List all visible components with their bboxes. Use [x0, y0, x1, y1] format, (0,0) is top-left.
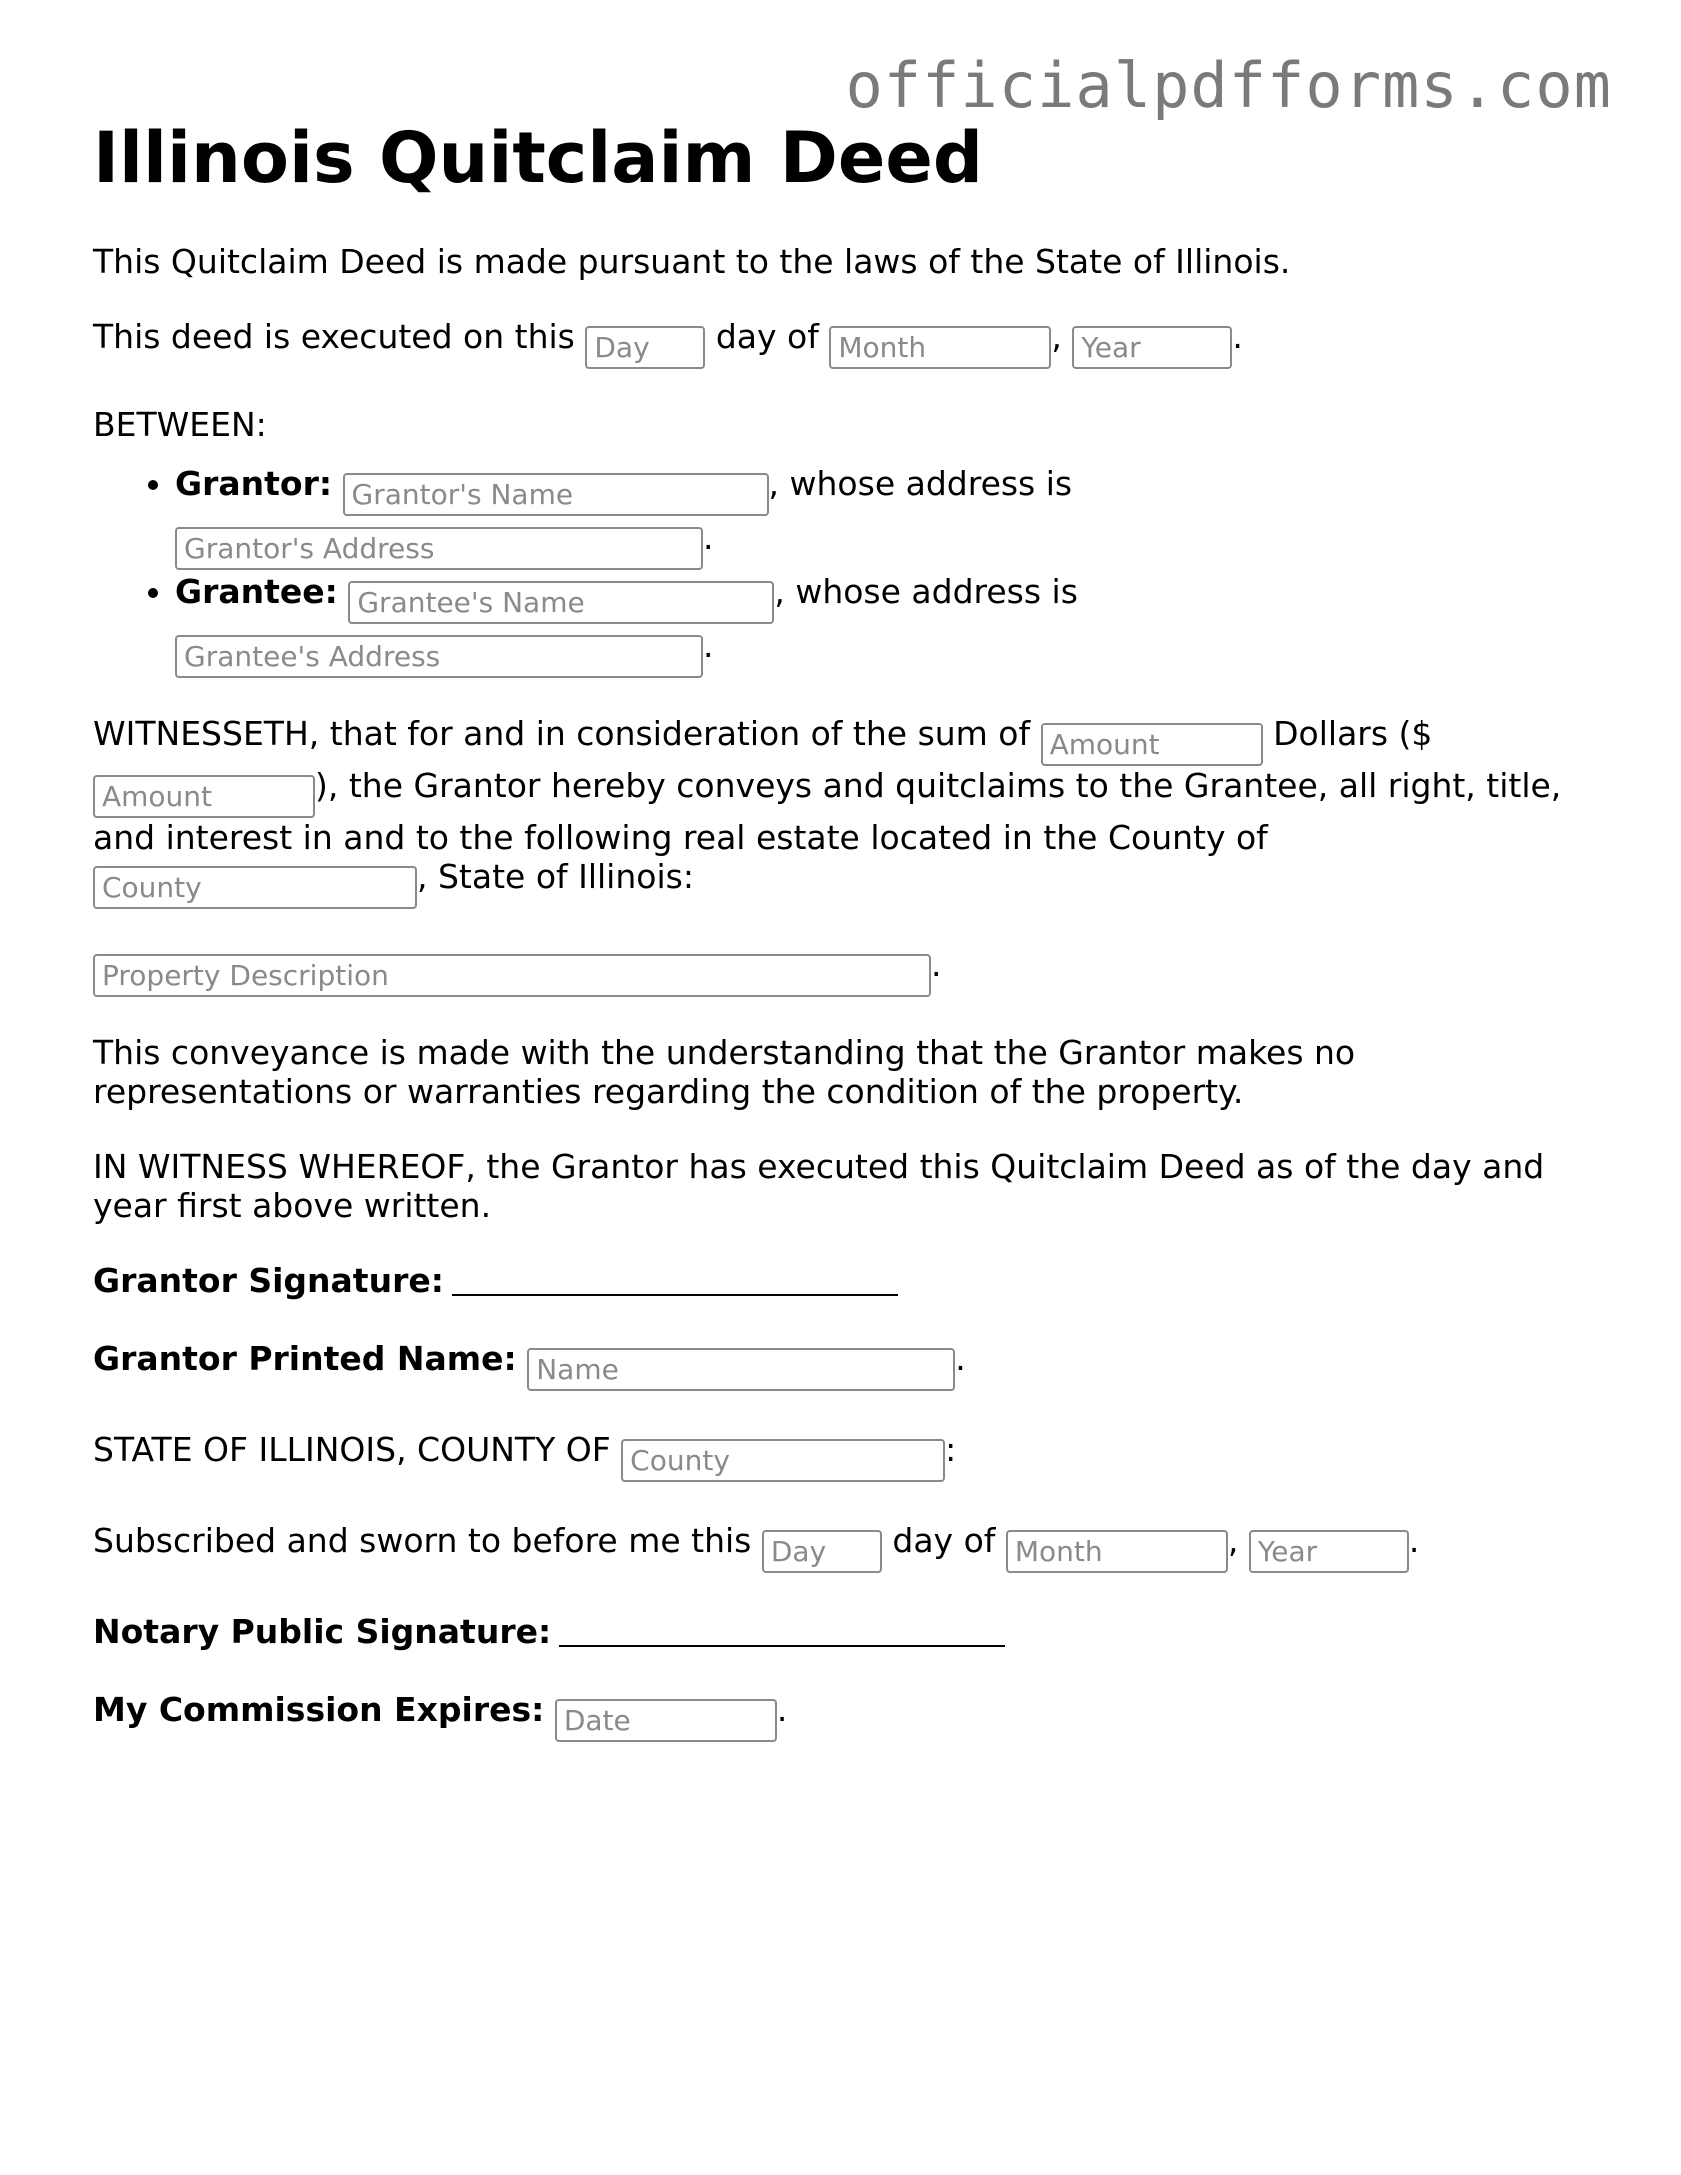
grantor-name-input[interactable] — [343, 473, 769, 516]
commission-line — [93, 1690, 1573, 1742]
grantee-name-input[interactable] — [348, 581, 774, 624]
execution-month-input[interactable] — [829, 326, 1051, 369]
execution-line — [93, 317, 1573, 369]
grantor-item — [175, 462, 1573, 570]
grantor-address-input[interactable] — [175, 527, 703, 570]
consideration-amount-numeric-input[interactable] — [93, 775, 315, 818]
notary-signature-field[interactable] — [559, 1615, 1005, 1647]
grantee-label: Grantee: — [175, 572, 338, 611]
execution-prefix: This deed is executed on this — [93, 317, 575, 356]
grantee-item — [175, 570, 1573, 678]
state-county-prefix: STATE OF ILLINOIS, COUNTY OF — [93, 1430, 611, 1469]
witnesseth-prefix: WITNESSETH, that for and in consideration of the sum of — [93, 714, 1031, 753]
sworn-day-of: day of — [892, 1521, 996, 1560]
consideration-amount-input[interactable] — [1041, 723, 1263, 766]
property-county-input[interactable] — [93, 866, 417, 909]
witnesseth-middle: ), the Grantor hereby conveys and quitclaims to the Grantee, all right, title, and interest in and to the following real estate located in the County of — [93, 766, 1562, 857]
property-period: . — [931, 945, 942, 984]
witnesseth-paragraph — [93, 714, 1573, 909]
grantor-signature-label: Grantor Signature: — [93, 1261, 444, 1300]
execution-period: . — [1232, 317, 1243, 356]
intro-text: This Quitclaim Deed is made pursuant to the laws of the State of Illinois. — [93, 242, 1291, 281]
conveyance-text: This conveyance is made with the understanding that the Grantor makes no representations or warranties regarding the condition of the property. — [93, 1033, 1356, 1111]
grantor-printed-period: . — [955, 1339, 966, 1378]
sworn-line — [93, 1521, 1573, 1573]
witnesseth-dollars: Dollars ($ — [1273, 714, 1433, 753]
parties-list — [93, 462, 1573, 678]
execution-comma: , — [1051, 317, 1062, 356]
page-title: Illinois Quitclaim Deed — [93, 117, 983, 199]
grantee-address-text: , whose address is — [774, 572, 1078, 611]
grantor-signature-line — [93, 1261, 1573, 1300]
witnesseth-suffix: , State of Illinois: — [417, 857, 694, 896]
commission-period: . — [776, 1690, 788, 1729]
witness-text: IN WITNESS WHEREOF, the Grantor has executed this Quitclaim Deed as of the day and year first above written. — [93, 1147, 1545, 1225]
grantor-printed-label: Grantor Printed Name: — [93, 1339, 517, 1378]
state-county-colon: : — [945, 1430, 957, 1469]
sworn-day-input[interactable] — [762, 1530, 882, 1573]
grantor-printed-line — [93, 1339, 1573, 1391]
grantor-printed-name-input[interactable] — [527, 1348, 955, 1391]
document — [93, 118, 1573, 1781]
grantor-address-text: , whose address is — [768, 464, 1073, 503]
notary-signature-line — [93, 1612, 1573, 1651]
commission-label: My Commission Expires: — [93, 1690, 545, 1729]
grantor-signature-field[interactable] — [452, 1264, 898, 1296]
execution-day-of: day of — [715, 317, 819, 356]
sworn-month-input[interactable] — [1006, 1530, 1228, 1573]
grantee-period: . — [703, 626, 714, 665]
execution-day-input[interactable] — [585, 326, 705, 369]
state-county-line — [93, 1430, 1573, 1482]
sworn-prefix: Subscribed and sworn to before me this — [93, 1521, 752, 1560]
grantor-period: . — [703, 518, 714, 557]
property-line — [93, 945, 1573, 997]
grantor-label: Grantor: — [175, 464, 333, 503]
between-label: BETWEEN: — [93, 405, 267, 444]
sworn-period: . — [1408, 1521, 1420, 1560]
watermark: officialpdfforms.com — [845, 49, 1612, 122]
sworn-comma: , — [1227, 1521, 1239, 1560]
property-description-input[interactable] — [93, 954, 931, 997]
execution-year-input[interactable] — [1072, 326, 1232, 369]
commission-date-input[interactable] — [555, 1699, 777, 1742]
notary-signature-label: Notary Public Signature: — [93, 1612, 552, 1651]
grantee-address-input[interactable] — [175, 635, 703, 678]
notary-county-input[interactable] — [621, 1439, 945, 1482]
sworn-year-input[interactable] — [1249, 1530, 1409, 1573]
